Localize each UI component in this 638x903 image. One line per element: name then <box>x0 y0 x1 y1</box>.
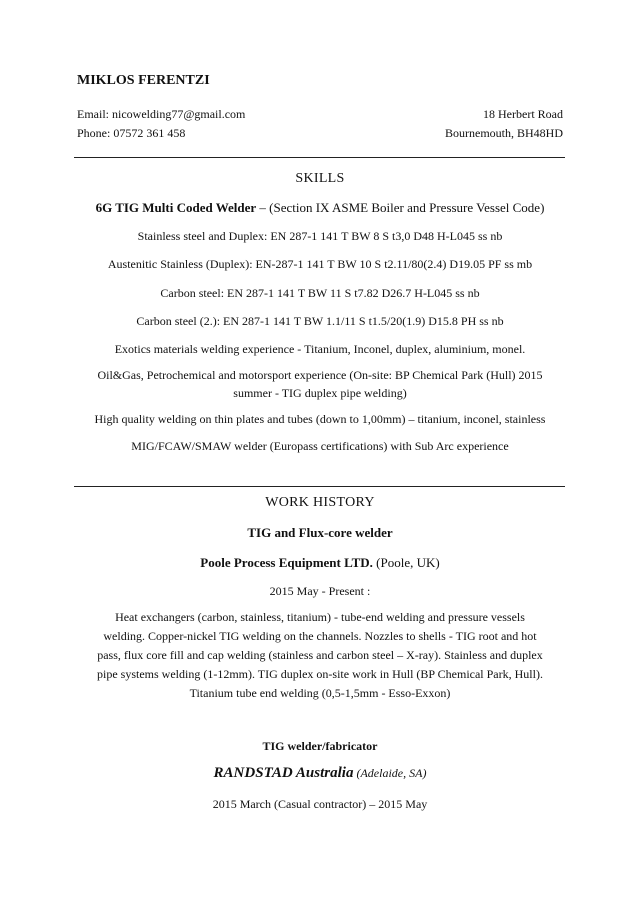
skill-item: Stainless steel and Duplex: EN 287-1 141 T BW 8 S t3,0 D48 H-L045 ss nb <box>137 229 503 243</box>
divider-middle <box>74 486 565 487</box>
address-line-1: 18 Herbert Road <box>483 107 563 121</box>
skills-headline <box>70 199 570 217</box>
job2-company-line <box>70 764 570 782</box>
skills-headline-bold: 6G TIG Multi Coded Welder <box>95 200 257 215</box>
job1-company: Poole Process Equipment LTD. <box>200 555 373 570</box>
contact-row-1 <box>77 107 563 122</box>
skill-item: Exotics materials welding experience - Titanium, Inconel, duplex, aluminium, monel. <box>114 342 526 356</box>
skill-item: summer - TIG duplex pipe welding) <box>233 386 407 400</box>
skill-item: High quality welding on thin plates and tubes (down to 1,00mm) – titanium, inconel, stainless <box>94 412 546 426</box>
job1-role: TIG and Flux-core welder <box>247 525 393 540</box>
email-text: Email: nicowelding77@gmail.com <box>77 107 246 121</box>
job2-role: TIG welder/fabricator <box>262 739 378 753</box>
job1-desc-line: Heat exchangers (carbon, stainless, titanium) - tube-end welding and pressure vessels <box>115 610 525 624</box>
address-line-2: Bournemouth, BH48HD <box>445 126 563 140</box>
divider-top <box>74 157 565 158</box>
job1-location: (Poole, UK) <box>372 555 440 570</box>
skills-heading: SKILLS <box>295 171 345 186</box>
job2-location: (Adelaide, SA) <box>353 766 427 780</box>
job1-dates: 2015 May - Present : <box>269 584 371 598</box>
skill-item: Carbon steel: EN 287-1 141 T BW 11 S t7.82 D26.7 H-L045 ss nb <box>160 286 480 300</box>
job1-desc-line: pass, flux core fill and cap welding (stainless and carbon steel – X-ray). Stainless and duplex <box>97 648 543 662</box>
skill-item: Oil&Gas, Petrochemical and motorsport experience (On-site: BP Chemical Park (Hull) 2015 <box>97 368 543 382</box>
skill-item: Carbon steel (2.): EN 287-1 141 T BW 1.1/11 S t1.5/20(1.9) D15.8 PH ss nb <box>136 314 504 328</box>
job1-company-line <box>70 554 570 572</box>
job1-desc-line: Titanium tube end welding (0,5-1,5mm - Esso-Exxon) <box>189 686 451 700</box>
skills-headline-rest: – (Section IX ASME Boiler and Pressure Vessel Code) <box>256 200 545 215</box>
contact-row-2 <box>77 126 563 141</box>
job2-dates: 2015 March (Casual contractor) – 2015 May <box>212 797 428 811</box>
job1-desc-line: pipe systems welding (1-12mm). TIG duplex on-site work in Hull (BP Chemical Park, Hull). <box>97 667 543 681</box>
job2-company: RANDSTAD Australia <box>213 765 354 781</box>
phone-text: Phone: 07572 361 458 <box>77 126 186 140</box>
job1-desc-line: welding. Copper-nickel TIG welding on the channels. Nozzles to shells - TIG root and hot <box>103 629 537 643</box>
skill-item: MIG/FCAW/SMAW welder (Europass certifications) with Sub Arc experience <box>131 439 509 453</box>
candidate-name: MIKLOS FERENTZI <box>77 73 210 88</box>
work-history-heading: WORK HISTORY <box>265 495 375 510</box>
skill-item: Austenitic Stainless (Duplex): EN-287-1 141 T BW 10 S t2.11/80(2.4) D19.05 PF ss mb <box>107 257 533 271</box>
